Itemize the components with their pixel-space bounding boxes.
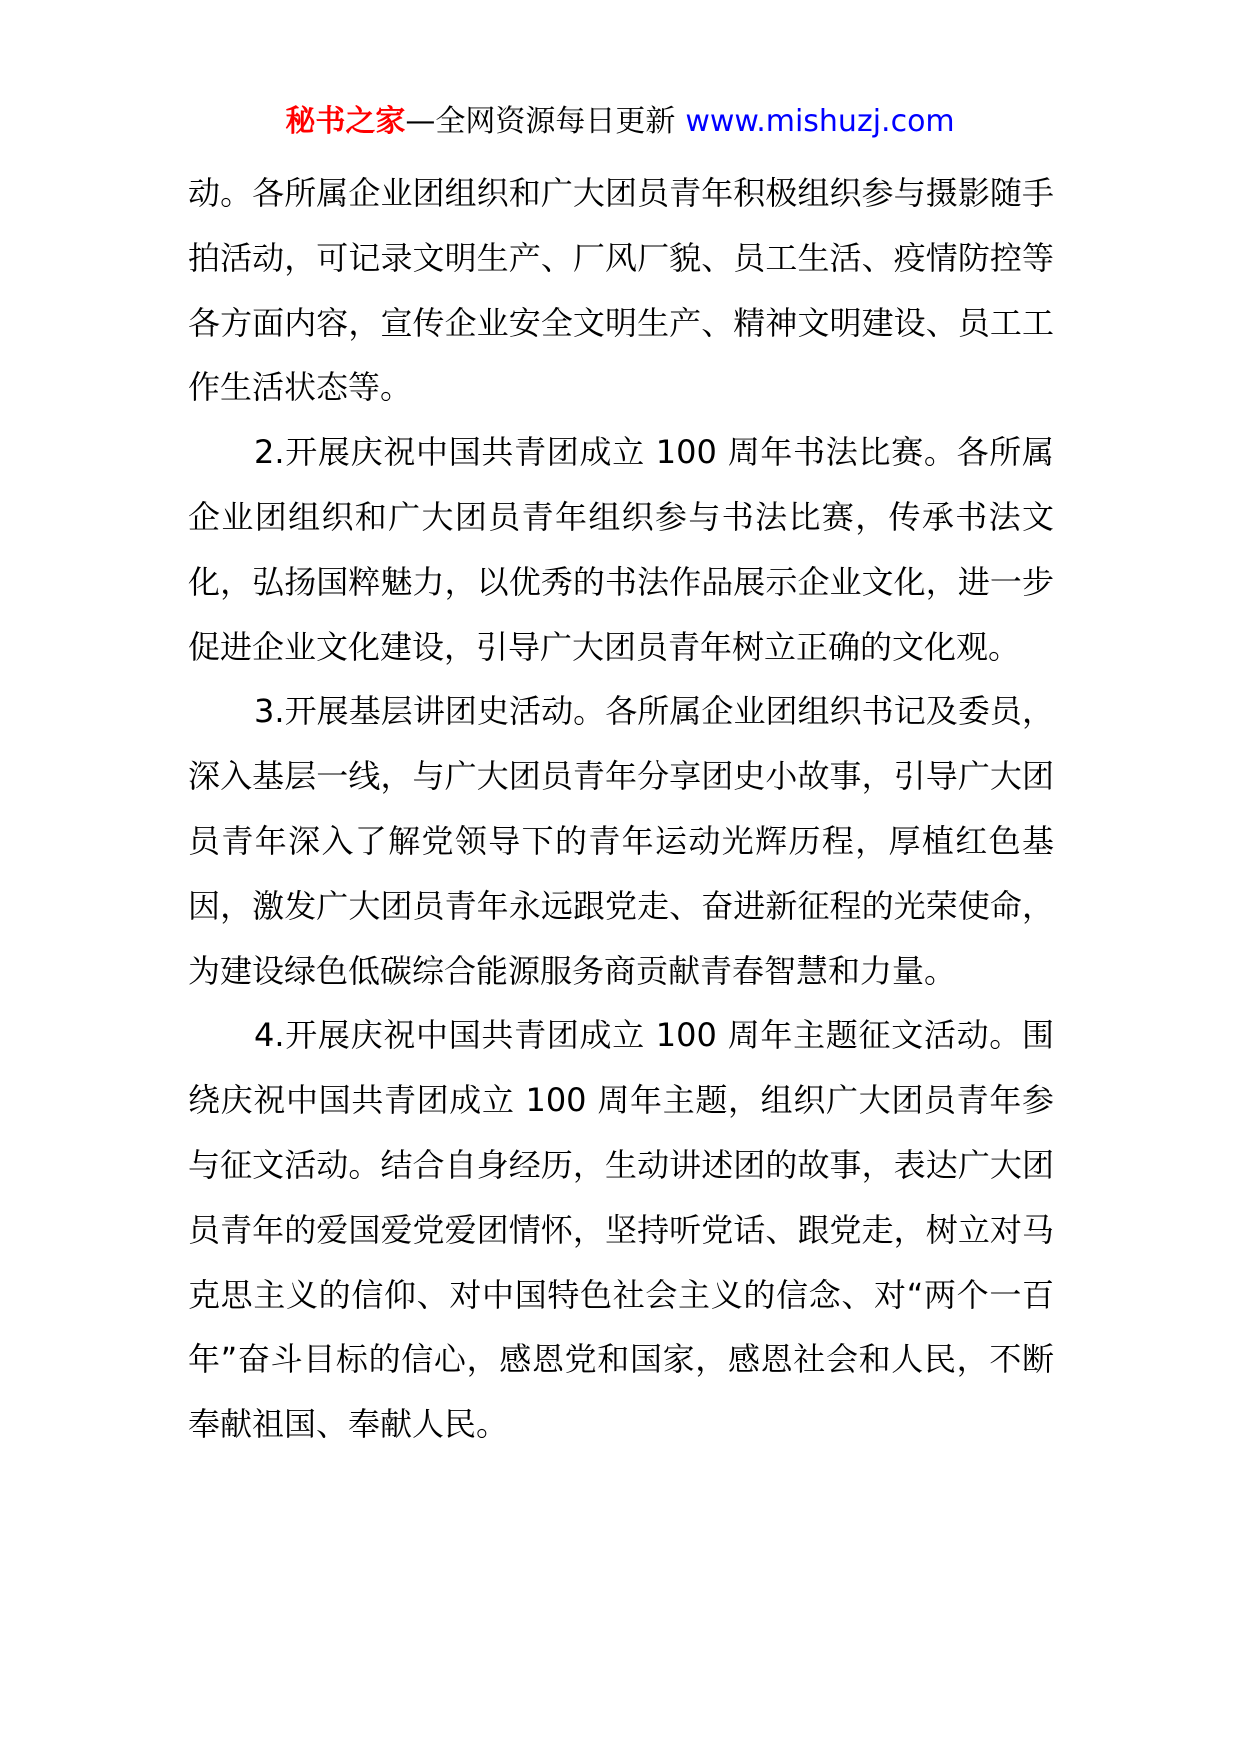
brand-name: 秘书之家 [285,104,406,139]
watermark-header [0,100,1240,144]
paragraph-continuation: 动。各所属企业团组织和广大团员青年积极组织参与摄影随手拍活动，可记录文明生产、厂风厂貌、员工生活、疫情防控等各方面内容，宣传企业安全文明生产、精神文明建设、员工工作生活状态等。 [188,174,1054,407]
document-body [188,161,1054,1457]
paragraph-league-history: 3.开展基层讲团史活动。各所属企业团组织书记及委员，深入基层一线，与广大团员青年分享团史小故事，引导广大团员青年深入了解党领导下的青年运动光辉历程，厚植红色基因，激发广大团员青年永远跟党走、奋进新征程的光荣使命，为建设绿色低碳综合能源服务商贡献青春智慧和力量。 [188,692,1054,990]
header-tagline: —全网资源每日更新 [405,104,676,139]
paragraph-calligraphy-contest: 2.开展庆祝中国共青团成立 100 周年书法比赛。各所属企业团组织和广大团员青年组织参与书法比赛，传承书法文化，弘扬国粹魅力，以优秀的书法作品展示企业文化，进一步促进企业文化建设，引导广大团员青年树立正确的文化观。 [188,433,1054,666]
site-url-link[interactable]: www.mishuzj.com [685,104,955,139]
paragraph-essay-contest: 4.开展庆祝中国共青团成立 100 周年主题征文活动。围绕庆祝中国共青团成立 100 周年主题，组织广大团员青年参与征文活动。结合自身经历，生动讲述团的故事，表达广大团员青年的爱国爱党爱团情怀，坚持听党话、跟党走，树立对马克思主义的信仰、对中国特色社会主义的信念、对“两个一百年”奋斗目标的信心，感恩党和国家，感恩社会和人民，不断奉献祖国、奉献人民。 [188,1016,1054,1444]
